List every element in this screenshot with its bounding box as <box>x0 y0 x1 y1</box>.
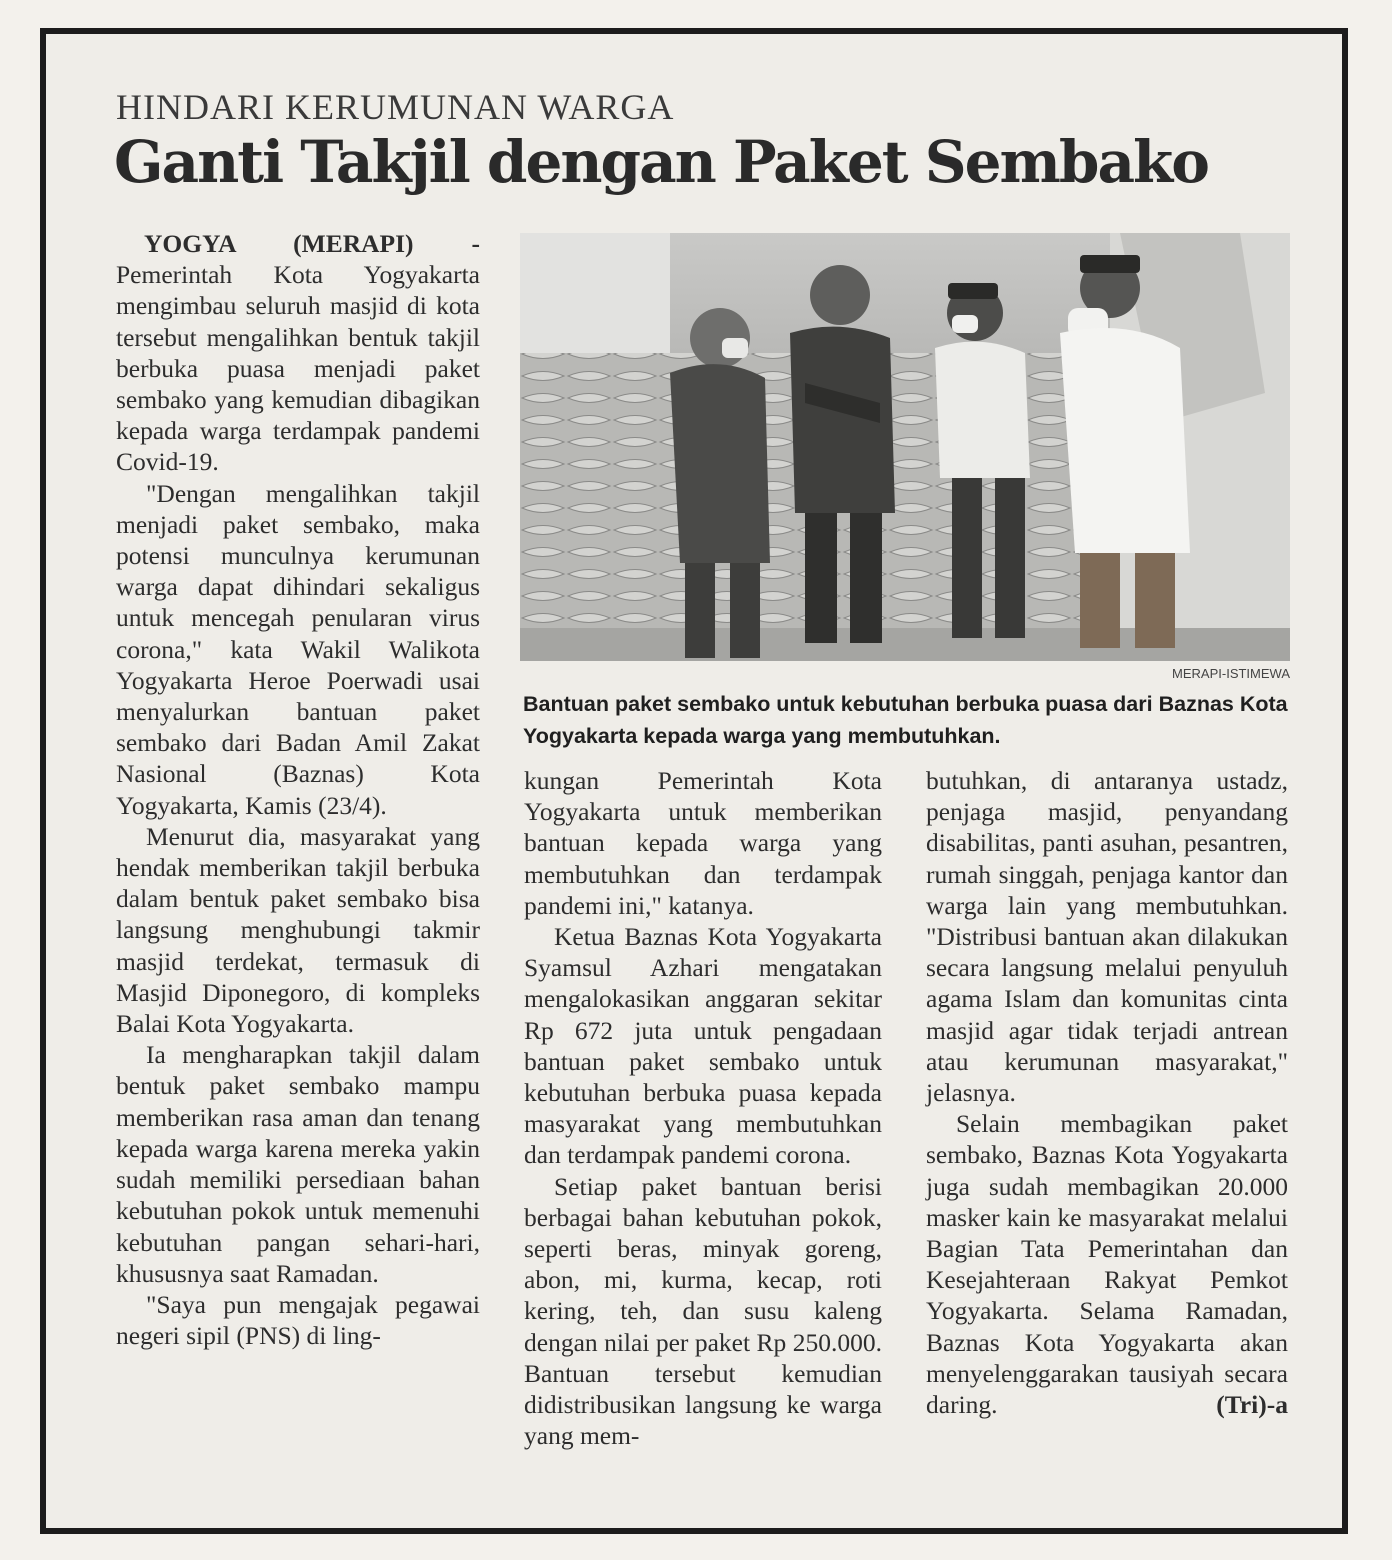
article-column-2 <box>524 765 882 1451</box>
paragraph: Setiap paket bantuan berisi berbagai bahan kebutuhan pokok, seperti beras, minyak goreng, abon, mi, kurma, kecap, roti kering, teh, dan susu kaleng dengan nilai per paket Rp 250.000. Bantuan tersebut kemudian didistribusikan langsung ke warga yang mem- <box>524 1171 882 1451</box>
article-kicker: HINDARI KERUMUNAN WARGA <box>116 87 675 127</box>
paragraph: "Dengan mengalihkan takjil menjadi paket sembako, maka potensi munculnya kerumunan warga dapat dihindari sekaligus untuk mencegah penularan virus corona," kata Wakil Walikota Yogyakarta Heroe Poerwadi usai menyalurkan bantuan paket sembako dari Badan Amil Zakat Nasional (Baznas) Kota Yogyakarta, Kamis (23/4). <box>116 478 480 820</box>
paragraph: butuhkan, di antaranya ustadz, penjaga masjid, penyandang disabilitas, panti asuhan, pesantren, rumah singgah, penjaga kantor dan warga lain yang membutuhkan. "Distribusi bantuan akan dilakukan secara langsung melalui penyuluh agama Islam dan komunitas cinta masjid agar tidak terjadi antrean atau kerumunan masyarakat," jelasnya. <box>926 766 1288 1108</box>
paragraph: Menurut dia, masyarakat yang hendak memberikan takjil berbuka dalam bentuk paket sembako bisa langsung menghubungi takmir masjid terdekat, termasuk di Masjid Diponegoro, di kompleks Balai Kota Yogyakarta. <box>116 821 480 1039</box>
paragraph: kungan Pemerintah Kota Yogyakarta untuk memberikan bantuan kepada warga yang membutuhkan dan terdampak pandemi ini," katanya. <box>524 766 882 920</box>
photo-caption: Bantuan paket sembako untuk kebutuhan berbuka puasa dari Baznas Kota Yogyakarta kepada warga yang membutuhkan. <box>523 692 1288 748</box>
dateline: YOGYA (MERAPI) - <box>144 229 480 258</box>
paragraph: "Saya pun mengajak pegawai negeri sipil (PNS) di ling- <box>116 1289 480 1351</box>
photo-credit: MERAPI-ISTIMEWA <box>1172 666 1290 681</box>
news-photo <box>520 233 1290 661</box>
photo-illustration <box>520 233 1290 661</box>
paragraph-text: Selain membagikan paket sembako, Baznas Kota Yogyakarta juga sudah membagikan 20.000 masker kain ke masyarakat melalui Bagian Tata Pemerintahan dan Kesejahteraan Rakyat Pemkot Yogyakarta. Selama Ramadan, Baznas Kota Yogyakarta akan menyelenggarakan tausiyah secara daring. <box>926 1109 1288 1420</box>
paragraph: Ketua Baznas Kota Yogyakarta Syamsul Azhari mengatakan mengalokasikan anggaran sekitar Rp 672 juta untuk pengadaan bantuan paket sembako untuk kebutuhan berbuka puasa kepada masyarakat yang membutuhkan dan terdampak pandemi corona. <box>524 922 882 1170</box>
article-column-3 <box>926 765 1288 1420</box>
paragraph: Ia mengharapkan takjil dalam bentuk paket sembako mampu memberikan rasa aman dan tenang kepada warga karena mereka yakin sudah memiliki persediaan bahan kebutuhan pokok untuk memenuhi kebutuhan pangan sehari-hari, khususnya saat Ramadan. <box>116 1040 480 1288</box>
paragraph <box>116 228 480 478</box>
article-headline: Ganti Takjil dengan Paket Sembako <box>114 128 1208 196</box>
author-signature: (Tri)-a <box>1216 1390 1288 1420</box>
article-column-1 <box>116 228 480 1351</box>
paragraph <box>926 1108 1288 1420</box>
paragraph-text: Pemerintah Kota Yogyakarta mengimbau seluruh masjid di kota tersebut mengalihkan bentuk takjil berbuka puasa menjadi paket sembako yang kemudian dibagikan kepada warga terdampak pandemi Covid-19. <box>116 260 480 477</box>
